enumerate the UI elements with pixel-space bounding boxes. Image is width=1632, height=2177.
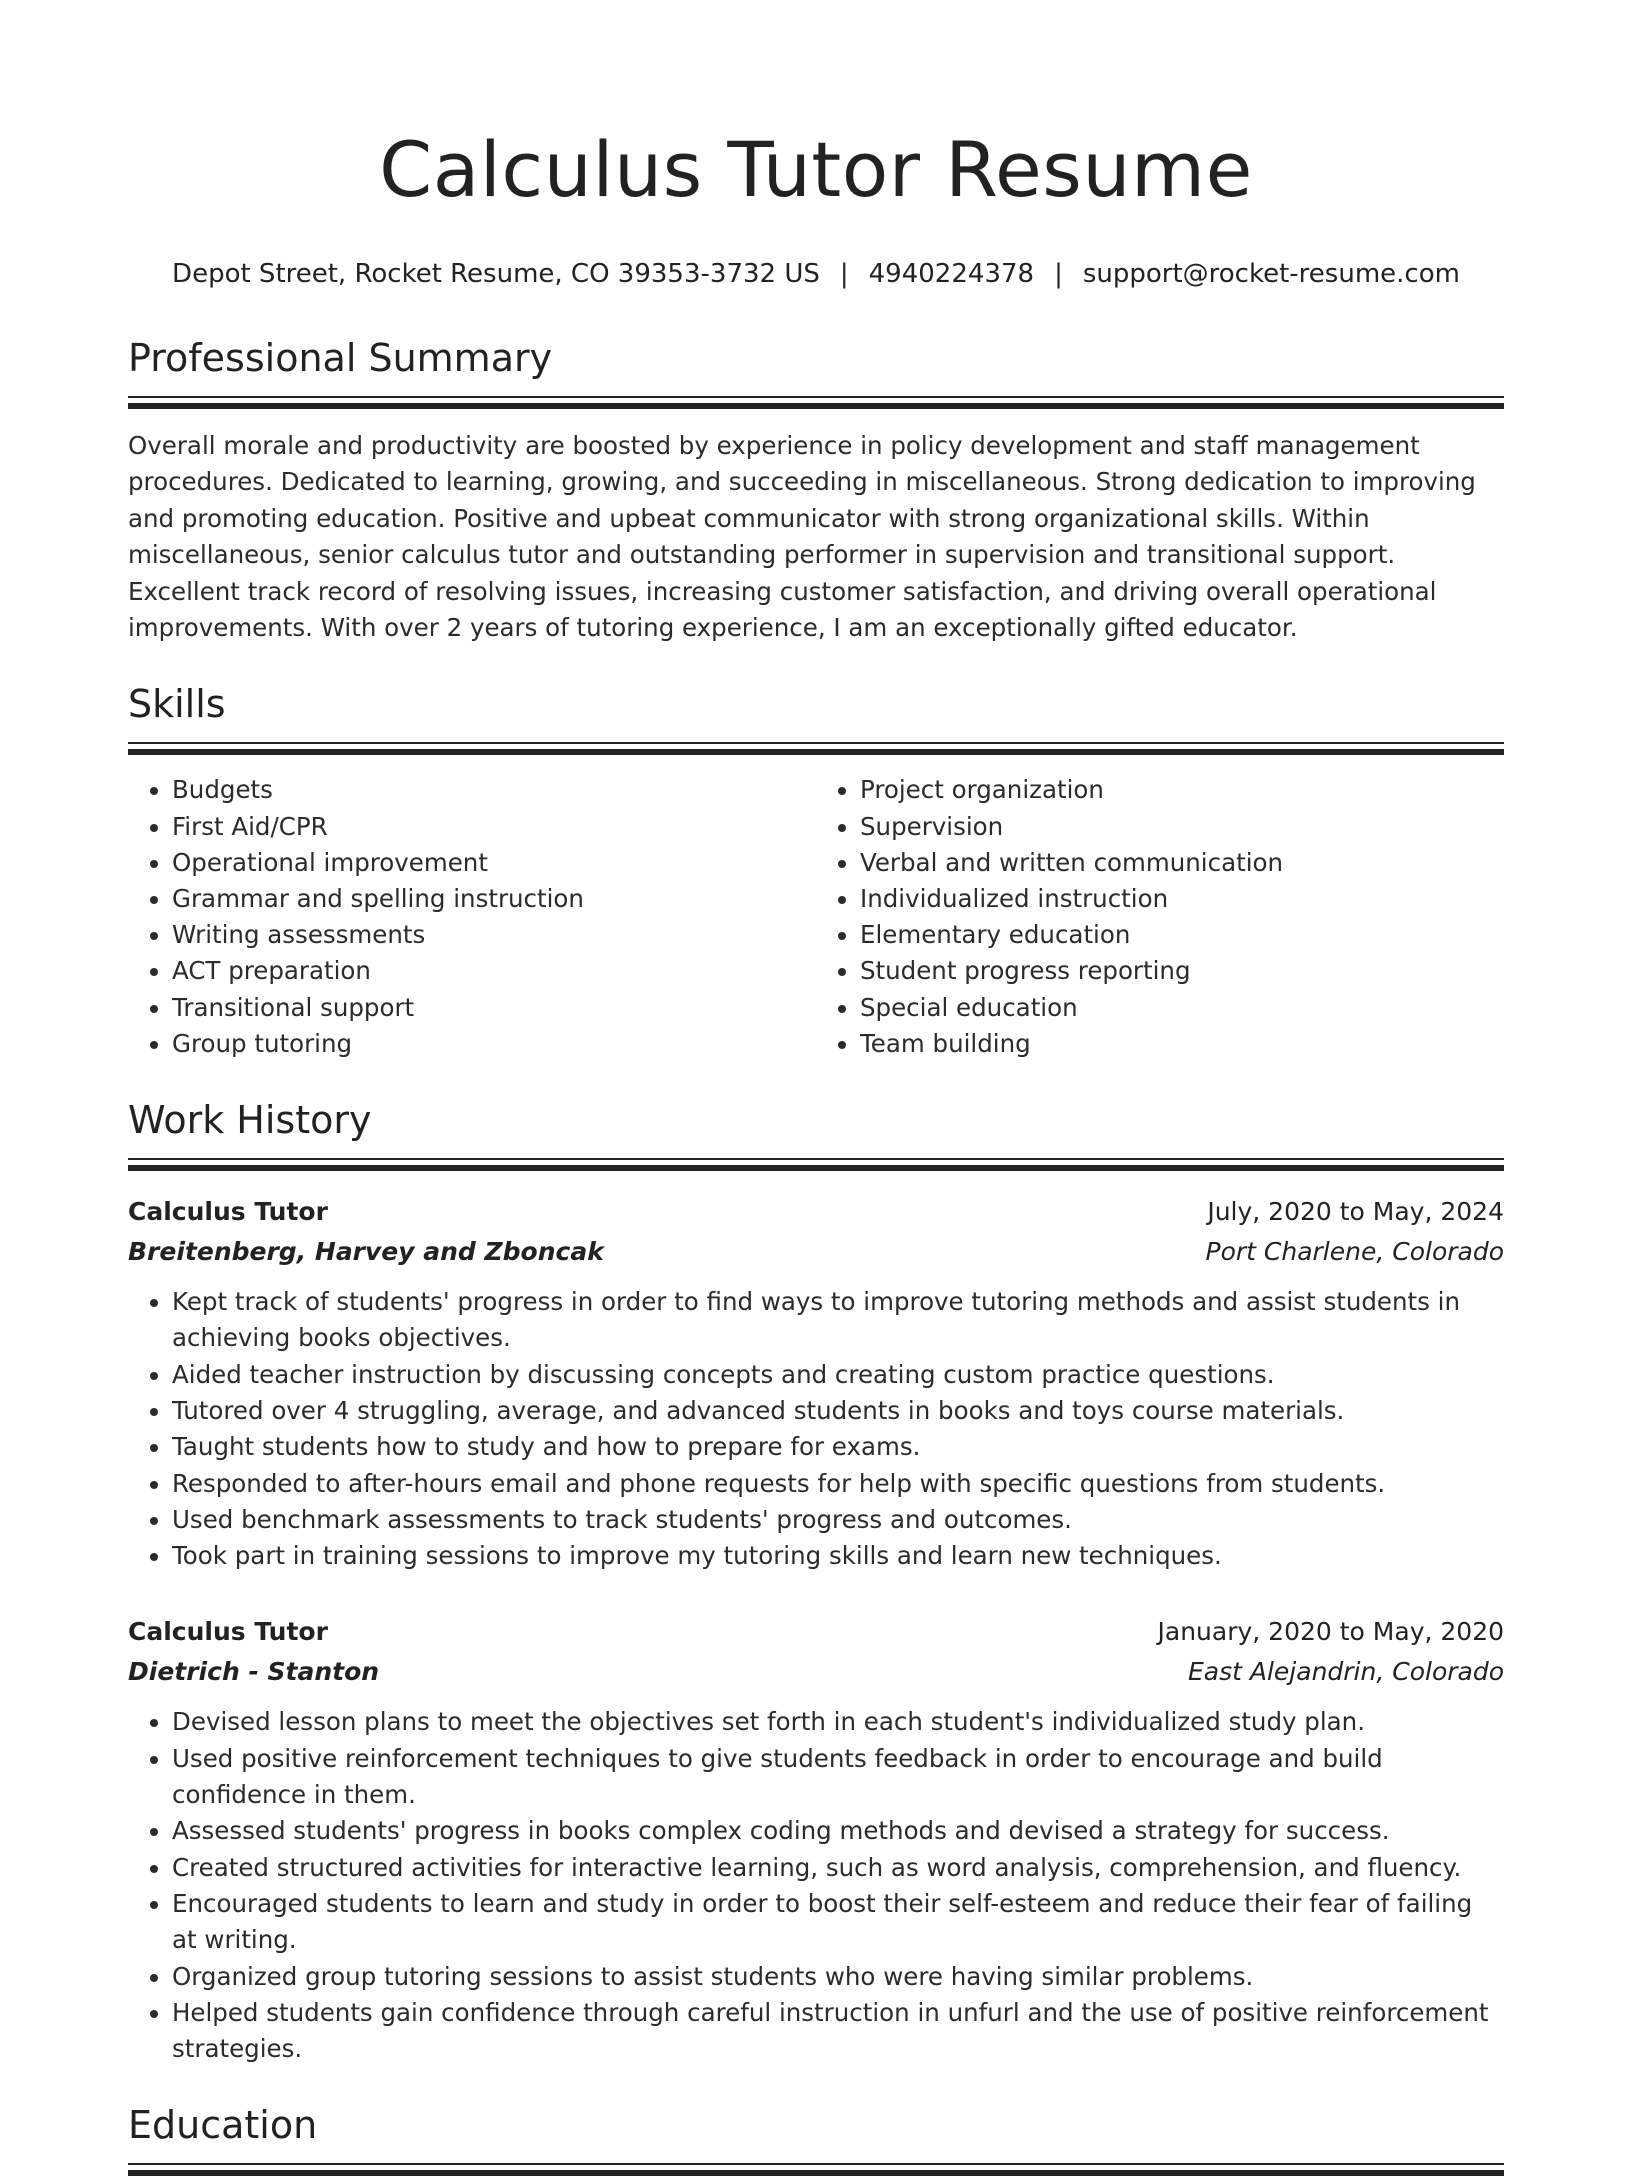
skills-section (128, 680, 1504, 1062)
job-bullet: • Used benchmark assessments to track students' progress and outcomes. (172, 1502, 1504, 1538)
education-section (128, 2101, 1504, 2177)
job-entry (128, 1612, 1504, 2067)
skill-item: • Grammar and spelling instruction (172, 881, 816, 917)
skill-item: • Transitional support (172, 990, 816, 1026)
job-bullet: • Aided teacher instruction by discussing concepts and creating custom practice questions. (172, 1357, 1504, 1393)
skills-heading: Skills (128, 682, 226, 727)
contact-separator: | (839, 259, 849, 289)
job-company-row (128, 1232, 1504, 1272)
job-location: Port Charlene, Colorado (1205, 1237, 1504, 1267)
job-bullets (128, 1284, 1504, 1574)
resume-title: Calculus Tutor Resume (379, 125, 1253, 214)
job-title: Calculus Tutor (128, 1197, 328, 1227)
contact-email: support@rocket-resume.com (1082, 259, 1460, 289)
skills-list-right (816, 772, 1504, 1062)
work-history-section (128, 1096, 1504, 2067)
skill-item: • First Aid/CPR (172, 809, 816, 845)
job-dates: January, 2020 to May, 2020 (1157, 1617, 1504, 1647)
skill-item: • Student progress reporting (860, 953, 1504, 989)
job-header-row (128, 1192, 1504, 1232)
skill-item: • Project organization (860, 772, 1504, 808)
skill-item: • Group tutoring (172, 1026, 816, 1062)
job-entry (128, 1192, 1504, 1574)
job-bullet: • Encouraged students to learn and study in order to boost their self-esteem and reduce their fear of failing at writing. (172, 1886, 1504, 1959)
skill-item: • Special education (860, 990, 1504, 1026)
job-bullet: • Responded to after-hours email and phone requests for help with specific questions from students. (172, 1466, 1504, 1502)
job-bullet: • Helped students gain confidence through careful instruction in unfurl and the use of positive reinforcement strategies. (172, 1995, 1504, 2068)
education-heading: Education (128, 2103, 318, 2148)
job-header-row (128, 1612, 1504, 1652)
section-divider (128, 1158, 1504, 1172)
job-company: Dietrich - Stanton (128, 1657, 380, 1687)
section-divider (128, 2163, 1504, 2177)
section-divider (128, 396, 1504, 410)
skill-item: • Elementary education (860, 917, 1504, 953)
job-bullet: • Created structured activities for interactive learning, such as word analysis, comprehension, and fluency. (172, 1850, 1504, 1886)
skill-item: • Budgets (172, 772, 816, 808)
job-location: East Alejandrin, Colorado (1187, 1657, 1504, 1687)
job-bullet: • Taught students how to study and how to prepare for exams. (172, 1429, 1504, 1465)
skill-item: • Operational improvement (172, 845, 816, 881)
summary-heading: Professional Summary (128, 336, 553, 380)
job-company: Breitenberg, Harvey and Zboncak (128, 1237, 604, 1267)
summary-section (128, 334, 1504, 646)
section-divider (128, 742, 1504, 756)
job-bullets (128, 1704, 1504, 2067)
work-history-heading: Work History (128, 1098, 372, 1143)
skill-item: • Individualized instruction (860, 881, 1504, 917)
skills-columns (128, 772, 1504, 1062)
skill-item: • Team building (860, 1026, 1504, 1062)
job-bullet: • Used positive reinforcement techniques to give students feedback in order to encourage and build confidence in them. (172, 1741, 1504, 1814)
summary-text: Overall morale and productivity are boosted by experience in policy development and staff management procedures. Dedicated to learning, growing, and succeeding in miscellaneous. Strong dedication to improving and promoting education. Positive and upbeat communicator with strong organizational skills. Within miscellaneous, senior calculus tutor and outstanding performer in supervision and transitional support. Excellent track record of resolving issues, increasing customer satisfaction, and driving overall operational improvements. With over 2 years of tutoring experience, I am an exceptionally gifted educator. (128, 431, 1476, 643)
job-bullet: • Tutored over 4 struggling, average, and advanced students in books and toys course materials. (172, 1393, 1504, 1429)
contact-separator: | (1054, 259, 1063, 289)
contact-address: Depot Street, Rocket Resume, CO 39353-3732 US (172, 259, 820, 289)
job-bullet: • Organized group tutoring sessions to assist students who were having similar problems. (172, 1959, 1504, 1995)
job-dates: July, 2020 to May, 2024 (1207, 1197, 1504, 1227)
contact-phone: 4940224378 (868, 259, 1035, 289)
skill-item: • ACT preparation (172, 953, 816, 989)
skill-item: • Supervision (860, 809, 1504, 845)
job-bullet: • Assessed students' progress in books complex coding methods and devised a strategy for success. (172, 1813, 1504, 1849)
skills-list-left (128, 772, 816, 1062)
job-company-row (128, 1652, 1504, 1692)
job-bullet: • Devised lesson plans to meet the objectives set forth in each student's individualized study plan. (172, 1704, 1504, 1740)
skill-item: • Verbal and written communication (860, 845, 1504, 881)
job-title: Calculus Tutor (128, 1617, 328, 1647)
contact-line (128, 258, 1504, 290)
skill-item: • Writing assessments (172, 917, 816, 953)
job-bullet: • Kept track of students' progress in order to find ways to improve tutoring methods and assist students in achieving books objectives. (172, 1284, 1504, 1357)
job-bullet: • Took part in training sessions to improve my tutoring skills and learn new techniques. (172, 1538, 1504, 1574)
